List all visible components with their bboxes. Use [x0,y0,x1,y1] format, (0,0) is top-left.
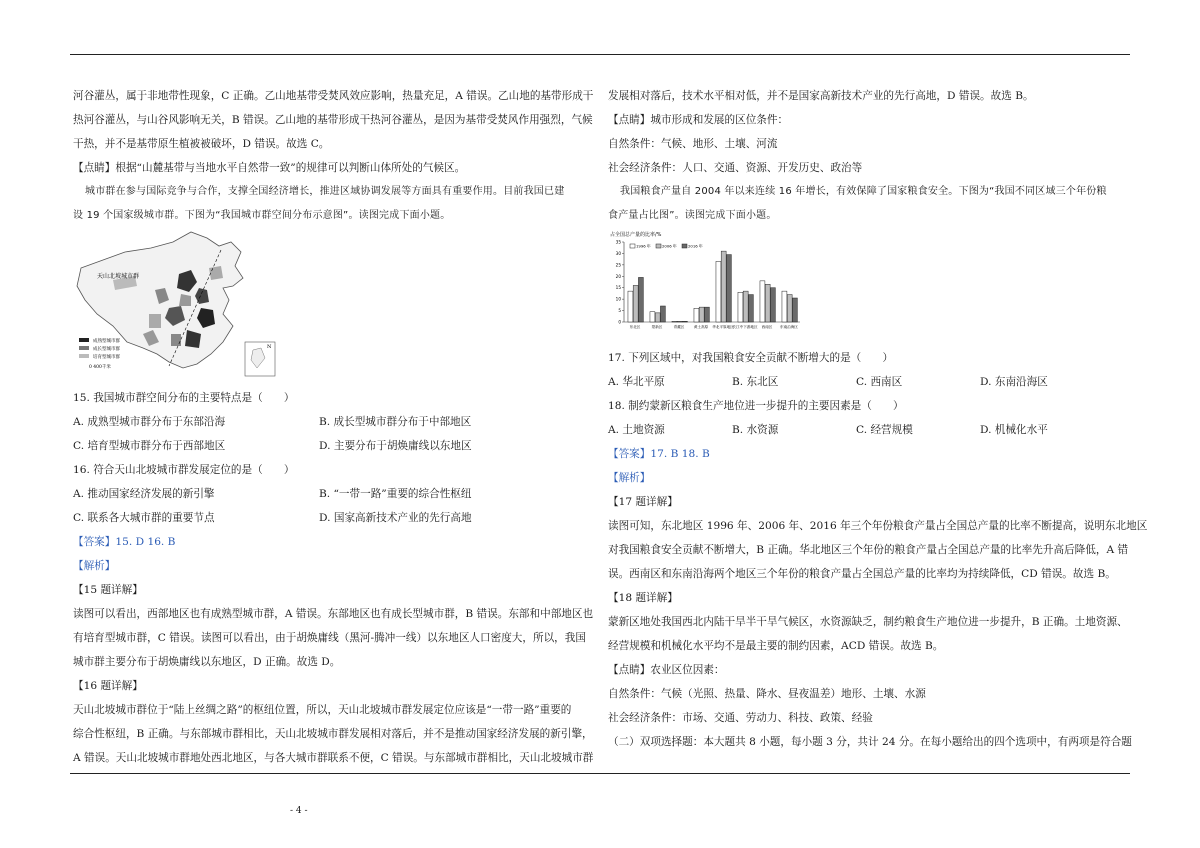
y-tick-label: 10 [615,296,621,302]
detail-line: A 错误。天山北坡城市群地处西北地区，与各大城市群联系不便，C 错误。与东部城市群相比，天山北坡城市群 [73,752,594,764]
y-tick-label: 20 [615,273,621,279]
y-tick-label: 15 [615,285,621,291]
continuation-line: 热河谷灌丛，与山谷风影响无关，B 错误。乙山地的基带形成干热河谷灌丛，是因为基带受焚风作用强烈，气候 [73,114,593,126]
top-rule [70,54,1130,55]
option: B. 水资源 [732,424,779,436]
left-column [73,84,593,770]
legend-swatch [682,244,687,248]
detail-line: 对我国粮食安全贡献不断增大，B 正确。华北地区三个年份的粮食产量占全国总产量的比率先升高后降低，A 错 [608,544,1129,556]
bar [650,312,655,322]
option: D. 机械化水平 [980,424,1048,436]
q18-options [608,418,1128,442]
option: B. 东北区 [732,376,779,388]
bar [704,307,709,322]
bar [765,284,770,322]
option: A. 成熟型城市群分布于东部沿海 [73,416,226,428]
detail-line: 经营规模和机械化水平均不是最主要的制约因素，ACD 错误。故选 B。 [608,640,944,652]
detail-line: 误。西南区和东南沿海两个地区三个年份的粮食产量占全国总产量的比率均为持续降低，CD 错误。故选 B。 [608,568,1116,580]
bar [743,291,748,322]
material-intro: 食产量占比图”。读图完成下面小题。 [608,210,777,221]
option: D. 东南沿海区 [980,376,1048,388]
detail-line: 天山北坡城市群位于“陆上丝绸之路”的枢纽位置，所以，天山北坡城市群发展定位应该是“一带一路”重要的 [73,704,572,716]
answer-label: 【答案】15. D 16. B [73,536,176,548]
continuation-line: 河谷灌丛，属于非地带性现象，C 正确。乙山地基带受焚风效应影响，热量充足，A 错误。乙山地的基带形成干 [73,90,594,102]
bar [672,321,677,322]
key-point: 【点睛】城市形成和发展的区位条件： [608,114,789,126]
bar [787,295,792,322]
bar [721,251,726,322]
material-intro: 设 19 个国家级城市群。下图为“我国城市群空间分布示意图”。读图完成下面小题。 [73,210,451,221]
detail-line: 读图可以看出，西部地区也有成熟型城市群，A 错误。东部地区也有成长型城市群，B 错误。东部和中部地区也 [73,608,594,620]
bottom-rule [70,773,1130,774]
detail-heading: 【16 题详解】 [73,680,143,692]
y-tick-label: 35 [615,239,621,245]
analysis-label: 【解析】 [73,560,116,572]
q17-options [608,370,1128,394]
q16-options [73,506,593,530]
bar [677,321,682,322]
option: D. 主要分布于胡焕庸线以东地区 [319,440,472,452]
legend-growing: 成长型城市群 [93,347,120,352]
question-15: 15. 我国城市群空间分布的主要特点是（ ） [73,392,295,404]
detail-line: 蒙新区地处我国西北内陆干旱半干旱气候区，水资源缺乏，制约粮食生产地位进一步提升，B 正确。土地资源、 [608,616,1128,628]
bar [716,261,721,322]
chart-ylabel: 占全国总产量的比率/% [610,232,662,238]
answer-label: 【答案】17. B 18. B [608,448,710,460]
bar [682,321,687,322]
category-label: 东北区 [629,325,641,329]
right-column [608,84,1148,754]
option: A. 土地资源 [608,424,665,436]
option: C. 联系各大城市群的重要节点 [73,512,215,524]
city-cluster-map [73,230,283,382]
bar [792,298,797,322]
key-point-line: 社会经济条件：市场、交通、劳动力、科技、政策、经验 [608,712,873,724]
category-label: 西南区 [761,325,773,329]
bar [660,306,665,322]
option: B. 成长型城市群分布于中部地区 [319,416,472,428]
question-17: 17. 下列区域中，对我国粮食安全贡献不断增大的是（ ） [608,352,894,364]
y-tick-label: 30 [615,250,621,256]
bar [628,291,633,322]
legend-swatch [656,244,661,248]
option: A. 华北平原 [608,376,665,388]
y-tick-label: 0 [618,319,621,325]
grain-chart-svg [608,230,808,342]
category-label: 蒙新区 [651,325,663,329]
north-arrow: N [267,344,272,350]
bar [738,292,743,322]
key-point: 【点睛】农业区位因素： [608,664,725,676]
detail-heading: 【18 题详解】 [608,592,678,604]
label-tianshan: 天山北坡城市群 [97,273,140,280]
bar [633,285,638,322]
q15-options [73,410,593,434]
bar [694,308,699,322]
material-intro: 城市群在参与国际竞争与合作，支撑全国经济增长，推进区域协调发展等方面具有重要作用。目前我国已建 [85,186,565,197]
legend-label: 1996 年 [636,243,651,249]
option: D. 国家高新技术产业的先行高地 [319,512,472,524]
q15-options [73,434,593,458]
option: C. 培育型城市群分布于西部地区 [73,440,226,452]
y-tick-label: 5 [618,308,621,314]
key-point: 【点睛】根据“山麓基带与当地水平自然带一致”的规律可以判断山体所处的气候区。 [73,162,466,174]
detail-heading: 【17 题详解】 [608,496,678,508]
bar [655,313,660,322]
detail-line: 城市群主要分布于胡焕庸线以东地区，D 正确。故选 D。 [73,656,341,668]
q16-options [73,482,593,506]
legend-label: 2006 年 [662,243,677,249]
key-point-line: 自然条件：气候（光照、热量、降水、昼夜温差）地形、土壤、水源 [608,688,926,700]
category-label: 黄土高原 [693,325,709,329]
bar [726,255,731,322]
china-map-figure [73,230,283,382]
category-label: 华北平原地区 [712,325,734,329]
continuation-line: 发展相对落后，技术水平相对低，并不是国家高新技术产业的先行高地，D 错误。故选 B。 [608,90,1034,102]
bar [748,295,753,322]
question-18: 18. 制约蒙新区粮食生产地位进一步提升的主要因素是（ ） [608,400,904,412]
analysis-label: 【解析】 [608,472,651,484]
bar [760,281,765,322]
bar [699,307,704,322]
legend-label: 2016 年 [688,243,703,249]
y-tick-label: 25 [615,262,621,268]
continuation-line: 干热，并不是基带原生植被被破坏，D 错误。故选 C。 [73,138,330,150]
legend-swatch [630,244,635,248]
detail-line: 综合性枢纽，B 正确。与东部城市群相比，天山北坡城市群发展相对落后，并不是推动国家经济发展的新引擎， [73,728,593,740]
bar [638,277,643,322]
detail-line: 有培育型城市群，C 错误。读图可以看出，由于胡焕庸线（黑河-腾冲一线）以东地区人口密度大，所以，我国 [73,632,586,644]
legend-cultivating: 培育型城市群 [93,355,120,360]
detail-line: 读图可知，东北地区 1996 年、2006 年、2016 年三个年份粮食产量占全国总产量的比率不断提高，说明东北地区 [608,520,1148,532]
question-16: 16. 符合天山北坡城市群发展定位的是（ ） [73,464,295,476]
option: C. 经营规模 [856,424,913,436]
bar [782,291,787,322]
category-label: 青藏区 [673,325,685,329]
detail-heading: 【15 题详解】 [73,584,143,596]
map-scale: 0 400千米 [89,365,111,370]
material-intro: 我国粮食产量自 2004 年以来连续 16 年增长，有效保障了国家粮食安全。下图为“我国不同区域三个年份粮 [620,186,1107,197]
grain-share-chart [608,230,808,342]
section-heading: （二）双项选择题：本大题共 8 小题，每小题 3 分，共计 24 分。在每小题给出的四个选项中，有两项是符合题 [608,736,1132,748]
legend-mature: 成熟型城市群 [93,339,120,344]
key-point-line: 社会经济条件：人口、交通、资源、开发历史、政治等 [608,162,863,174]
key-point-line: 自然条件：气候、地形、土壤、河流 [608,138,778,150]
bar [770,288,775,322]
option: B. “一带一路”重要的综合性枢纽 [319,488,472,500]
option: C. 西南区 [856,376,903,388]
page-number: - 4 - [290,806,308,816]
category-label: 东南沿海区 [780,325,798,329]
category-label: 长江中下游地区 [732,325,758,329]
option: A. 推动国家经济发展的新引擎 [73,488,215,500]
